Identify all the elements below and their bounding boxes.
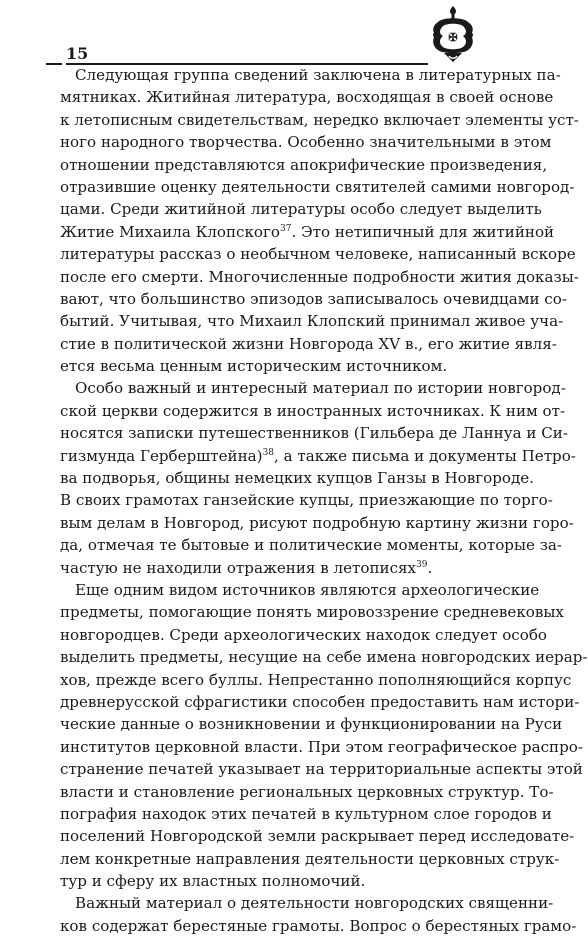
footnote-ref[interactable]: 37 bbox=[280, 223, 292, 234]
text-line bbox=[60, 557, 478, 579]
text-line: В своих грамотах ганзейские купцы, приезжающие по торго- bbox=[60, 491, 553, 510]
text-line: поселений Новгородской земли раскрывает перед исследовате- bbox=[60, 827, 575, 846]
text-line: к летописным свидетельствам, нередко включает элементы уст- bbox=[60, 110, 579, 129]
page-number: 15 bbox=[66, 44, 89, 63]
text-segment: , а также письма и документы Петро- bbox=[274, 446, 576, 465]
text-line: ного народного творчества. Особенно значительными в этом bbox=[60, 133, 552, 152]
text-line: лем конкретные направления деятельности церковных струк- bbox=[60, 849, 560, 868]
text-line: Следующая группа сведений заключена в литературных па- bbox=[75, 66, 561, 84]
text-line: носятся записки путешественников (Гильбера де Ланнуа и Си- bbox=[60, 424, 568, 443]
text-line bbox=[60, 445, 576, 467]
text-line: предметы, помогающие понять мировоззрение средневековых bbox=[60, 603, 564, 622]
text-line: Важный материал о деятельности новгородских священни- bbox=[75, 894, 554, 913]
text-line: литературы рассказ о необычном человеке, написанный вскоре bbox=[60, 245, 576, 264]
text-line: новгородцев. Среди археологических находок следует особо bbox=[60, 625, 548, 644]
text-line: институтов церковной власти. При этом географическое распро- bbox=[60, 737, 583, 756]
text-line: ва подворья, общины немецких купцов Ганзы в Новгороде. bbox=[60, 469, 535, 488]
page-header bbox=[0, 0, 515, 70]
text-line: бытий. Учитывая, что Михаил Клопский принимал живое уча- bbox=[60, 312, 564, 331]
body-text bbox=[60, 64, 588, 937]
text-line: хов, прежде всего буллы. Непрестанно пополняющийся корпус bbox=[60, 670, 572, 689]
text-line: да, отмечая те бытовые и политические моменты, которые за- bbox=[60, 536, 563, 555]
footnote-ref[interactable]: 38 bbox=[262, 447, 275, 458]
text-line: ков содержат берестяные грамоты. Вопрос о берестяных грамо- bbox=[60, 916, 577, 935]
text-segment: . Это нетипичный для житийной bbox=[291, 222, 555, 241]
text-segment: Житие Михаила Клопского bbox=[60, 222, 281, 241]
text-line: стие в политической жизни Новгорода XV в., его житие явля- bbox=[60, 334, 557, 353]
ornament-emblem-icon bbox=[430, 4, 476, 66]
text-line bbox=[60, 221, 555, 243]
text-line: ской церкви содержится в иностранных источниках. К ним от- bbox=[60, 401, 566, 420]
text-line: отношении представляются апокрифические произведения, bbox=[60, 155, 548, 174]
text-line: пография находок этих печатей в культурном слое городов и bbox=[60, 804, 552, 823]
text-line: вают, что большинство эпизодов записывалось очевидцами со- bbox=[60, 289, 567, 308]
text-line: отразившие оценку деятельности святителей самими новгород- bbox=[60, 177, 575, 196]
text-line: Еще одним видом источников являются археологические bbox=[75, 580, 540, 599]
text-line: тур и сферу их властных полномочий. bbox=[60, 872, 366, 891]
text-line: Особо важный и интересный материал по истории новгород- bbox=[75, 379, 566, 398]
text-line: власти и становление региональных церковных структур. То- bbox=[60, 782, 554, 801]
text-line: древнерусской сфрагистики способен предоставить нам истори- bbox=[60, 692, 580, 711]
text-line: вым делам в Новгород, рисуют подробную картину жизни горо- bbox=[60, 513, 574, 532]
text-line: выделить предметы, несущие на себе имена новгородских иерар- bbox=[60, 648, 588, 667]
svg-text:✠: ✠ bbox=[448, 31, 458, 44]
text-line: мятниках. Житийная литература, восходящая в своей основе bbox=[60, 88, 554, 107]
text-line: ется весьма ценным историческим источником. bbox=[60, 357, 448, 376]
text-segment: частую не находили отражения в летописях bbox=[60, 558, 417, 577]
text-line: ческие данные о возникновении и функционировании на Руси bbox=[60, 715, 563, 734]
text-line: после его смерти. Многочисленные подробности жития доказы- bbox=[60, 267, 579, 286]
text-line: странение печатей указывает на территориальные аспекты этой bbox=[60, 760, 583, 779]
text-line: цами. Среди житийной литературы особо следует выделить bbox=[60, 200, 542, 219]
text-segment: . bbox=[427, 558, 433, 577]
footnote-ref[interactable]: 39 bbox=[416, 559, 428, 570]
text-segment: гизмунда Герберштейна) bbox=[60, 446, 263, 465]
